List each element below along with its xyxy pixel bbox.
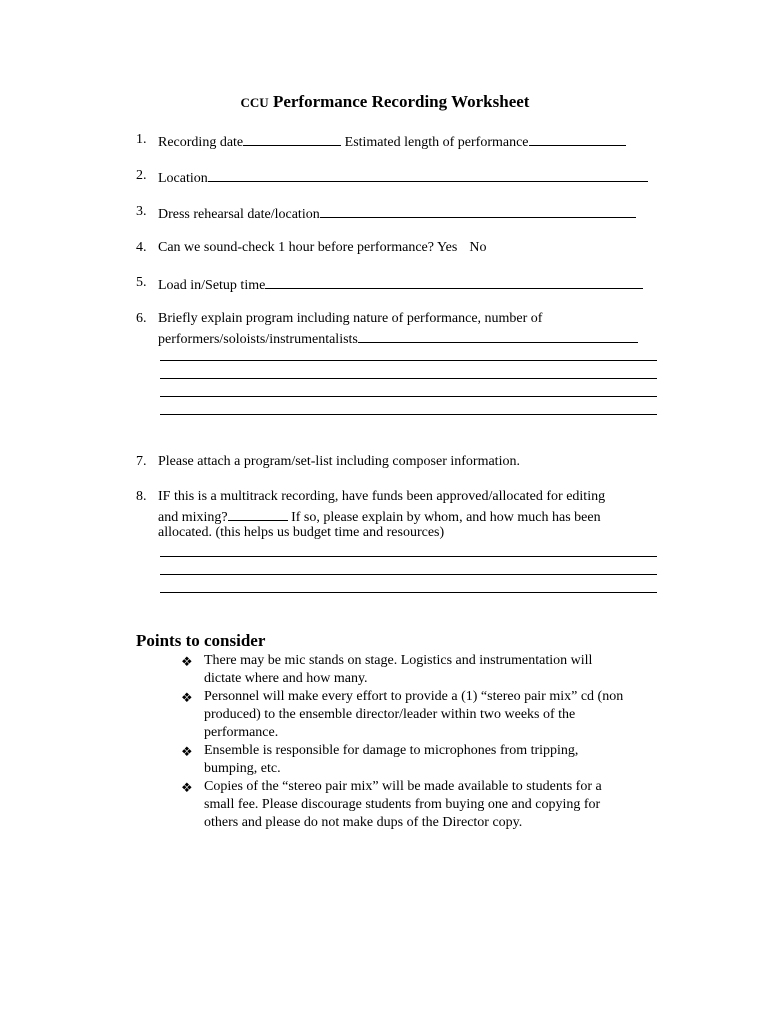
diamond-bullet-icon: ❖ <box>181 744 193 759</box>
sound-check-question[interactable]: Can we sound-check 1 hour before performance? Yes <box>158 240 458 255</box>
length-label: Estimated length of performance <box>344 135 529 150</box>
item-8 <box>0 489 770 507</box>
point-1: There may be mic stands on stage. Logistics and instrumentation will dictate where and how many. <box>204 653 593 686</box>
item-number: 4. <box>136 240 147 255</box>
item-2 <box>0 168 770 186</box>
length-field[interactable] <box>529 132 626 146</box>
item-5 <box>0 275 770 293</box>
answer-line[interactable] <box>160 360 657 361</box>
answer-line[interactable] <box>160 414 657 415</box>
recording-date-label: Recording date <box>158 135 244 150</box>
title-main: Performance Recording Worksheet <box>272 92 530 111</box>
recording-date-field[interactable] <box>243 132 341 146</box>
points-heading: Points to consider <box>136 631 266 650</box>
multitrack-line1: IF this is a multitrack recording, have funds been approved/allocated for editing <box>158 489 606 504</box>
dress-rehearsal-field[interactable] <box>320 204 636 218</box>
item-7 <box>0 454 770 472</box>
point-3: Ensemble is responsible for damage to microphones from tripping, bumping, etc. <box>204 743 579 776</box>
diamond-bullet-icon: ❖ <box>181 780 193 795</box>
location-label: Location <box>158 171 208 186</box>
multitrack-line3: allocated. (this helps us budget time and resources) <box>158 525 445 540</box>
point-4: Copies of the “stereo pair mix” will be made available to students for a small fee. Please discourage students from buying one and copying for others and please do not make dups of the Director copy. <box>204 779 602 830</box>
item-4 <box>0 240 770 258</box>
item-number: 6. <box>136 311 147 326</box>
answer-line[interactable] <box>160 574 657 575</box>
page-title <box>0 92 770 112</box>
answer-line[interactable] <box>160 396 657 397</box>
item-number: 1. <box>136 132 147 147</box>
item-3 <box>0 204 770 222</box>
diamond-bullet-icon: ❖ <box>181 690 193 705</box>
location-field[interactable] <box>208 168 648 182</box>
item-number: 7. <box>136 454 147 469</box>
multitrack-line2a: and mixing? <box>158 510 228 525</box>
program-explain-line2: performers/soloists/instrumentalists <box>158 332 358 347</box>
attach-program-text: Please attach a program/set-list including composer information. <box>158 454 520 469</box>
program-explain-line1: Briefly explain program including nature of performance, number of <box>158 311 543 326</box>
item-1 <box>0 132 770 150</box>
answer-line[interactable] <box>160 556 657 557</box>
title-prefix: CCU <box>240 95 269 110</box>
load-in-label: Load in/Setup time <box>158 278 266 293</box>
item-number: 3. <box>136 204 147 219</box>
item-number: 5. <box>136 275 147 290</box>
item-6 <box>0 311 770 329</box>
sound-check-no-option[interactable]: No <box>469 240 487 255</box>
dress-rehearsal-label: Dress rehearsal date/location <box>158 207 320 222</box>
multitrack-line2b: If so, please explain by whom, and how much has been <box>291 510 601 525</box>
diamond-bullet-icon: ❖ <box>181 654 193 669</box>
item-number: 2. <box>136 168 147 183</box>
answer-line[interactable] <box>160 378 657 379</box>
program-explain-field[interactable] <box>358 329 638 343</box>
point-2: Personnel will make every effort to provide a (1) “stereo pair mix” cd (non produced) to the ensemble director/leader within two weeks of the performance. <box>204 689 624 740</box>
load-in-field[interactable] <box>265 275 643 289</box>
item-number: 8. <box>136 489 147 504</box>
answer-line[interactable] <box>160 592 657 593</box>
funds-approved-field[interactable] <box>228 507 288 521</box>
